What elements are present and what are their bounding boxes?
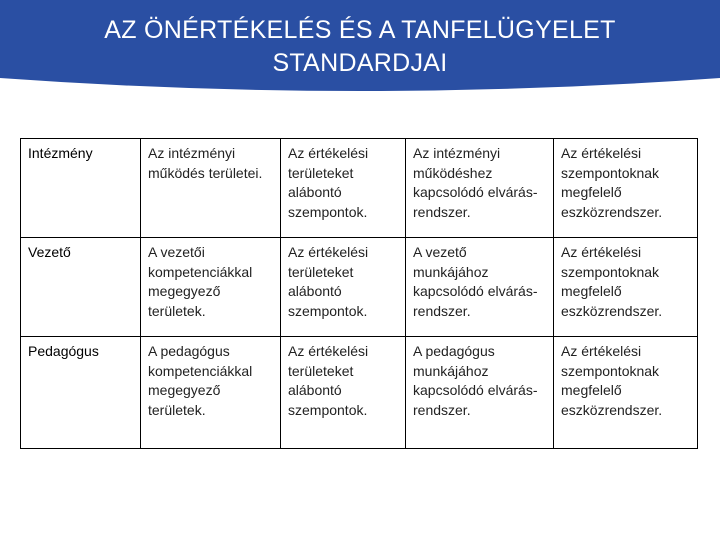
page-title [0,14,720,80]
row-label: Vezető [21,238,141,337]
row-label: Intézmény [21,139,141,238]
row-label: Pedagógus [21,337,141,449]
table-cell: A pedagógus munkájához kapcsolódó elvárás-rendszer. [406,337,554,449]
table-cell: Az értékelési szempontoknak megfelelő eszközrendszer. [554,139,698,238]
table-cell: Az intézményi működéshez kapcsolódó elvárás-rendszer. [406,139,554,238]
table-cell: Az értékelési területeket alábontó szempontok. [281,238,406,337]
title-banner [0,0,720,100]
title-line-2: STANDARDJAI [272,49,448,77]
table-cell: Az intézményi működés területei. [141,139,281,238]
table-row [21,337,698,449]
table-cell: Az értékelési területeket alábontó szempontok. [281,139,406,238]
table-cell: Az értékelési szempontoknak megfelelő eszközrendszer. [554,238,698,337]
table-cell: Az értékelési szempontoknak megfelelő eszközrendszer. [554,337,698,449]
table-cell: A vezető munkájához kapcsolódó elvárás-rendszer. [406,238,554,337]
standards-table [20,138,698,449]
table-row [21,238,698,337]
table-cell: A vezetői kompetenciákkal megegyező területek. [141,238,281,337]
table-row [21,139,698,238]
table-cell: A pedagógus kompetenciákkal megegyező területek. [141,337,281,449]
title-line-1: AZ ÖNÉRTÉKELÉS ÉS A TANFELÜGYELET [104,16,616,44]
table-cell: Az értékelési területeket alábontó szempontok. [281,337,406,449]
